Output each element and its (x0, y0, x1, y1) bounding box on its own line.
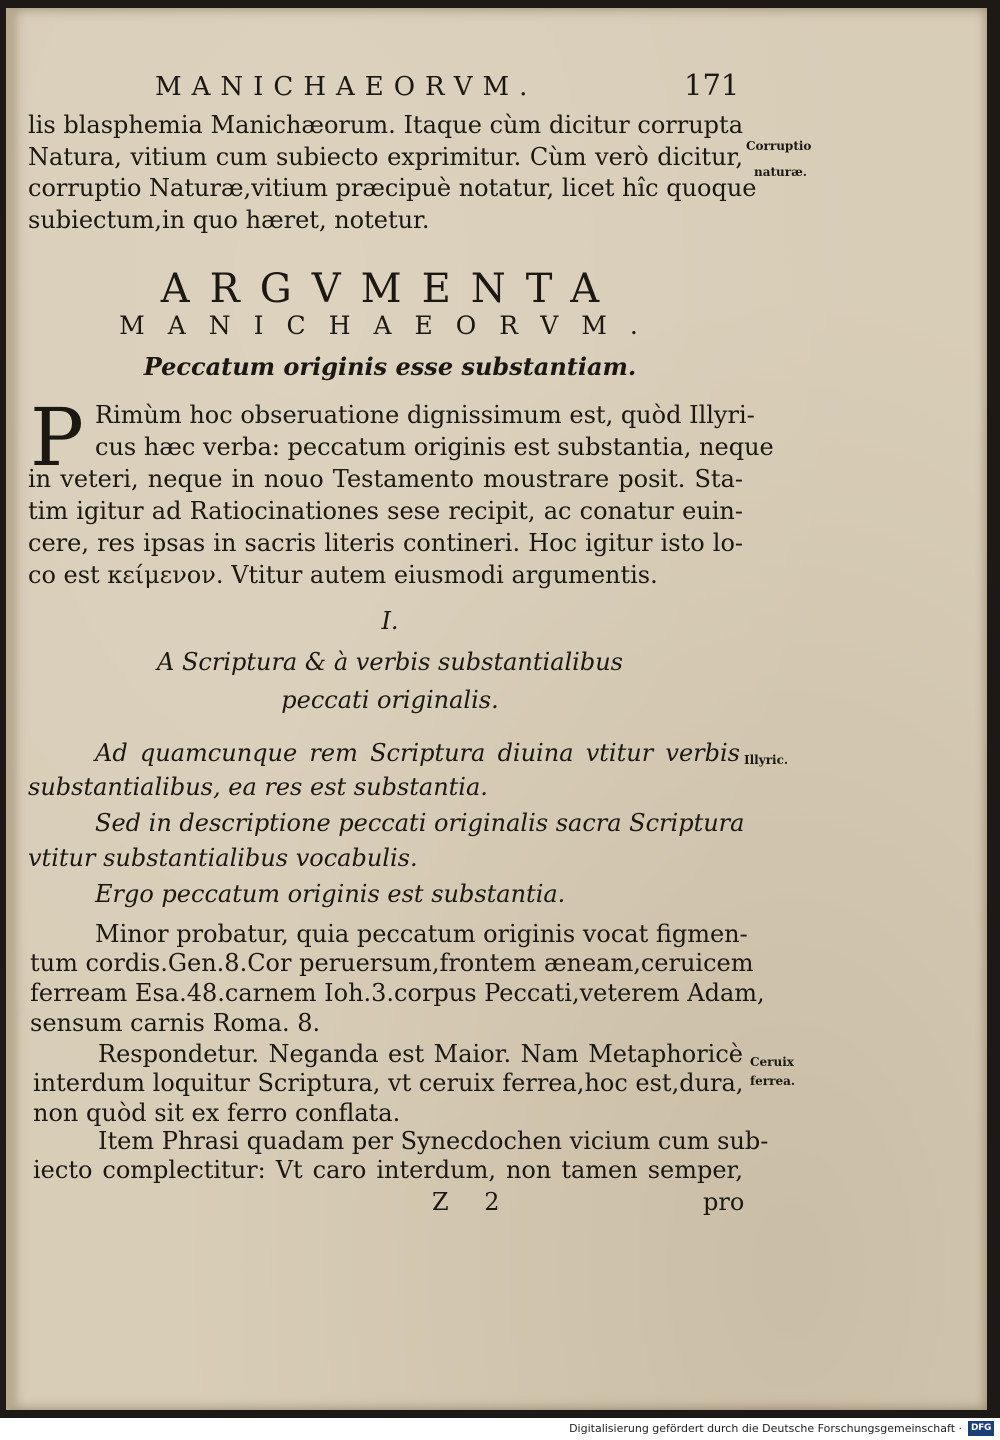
text-line: tim igitur ad Ratiocinationes sese recipit, ac conatur euin- (28, 497, 743, 525)
heading-manichaeorum: MANICHAEORVM. (119, 311, 661, 340)
signature-mark: Z 2 (432, 1188, 514, 1216)
syllogism-line: substantialibus, ea res est substantia. (28, 773, 488, 801)
text-line: in veteri, neque in nouo Testamento moustrare posit. Sta- (28, 465, 743, 493)
text-line: co est κείμενον. Vtitur autem eiusmodi argumentis. (28, 561, 658, 589)
text-line: interdum loquitur Scriptura, vt ceruix ferrea,hoc est,dura, (33, 1069, 744, 1097)
margin-note-ferrea: ferrea. (750, 1074, 796, 1088)
section-title-line: peccati originalis. (281, 686, 499, 714)
text-line: Item Phrasi quadam per Synecdochen vicium cum sub- (98, 1127, 769, 1155)
page-number: 171 (684, 68, 740, 102)
syllogism-line: Ergo peccatum originis est substantia. (95, 880, 566, 908)
syllogism-line: vtitur substantialibus vocabulis. (28, 844, 418, 872)
text-line: subiectum,in quo hæret, notetur. (28, 206, 430, 234)
text-line: cus hæc verba: peccatum originis est substantia, neque (95, 433, 774, 461)
heading-subtitle: Peccatum originis esse substantiam. (143, 352, 637, 381)
text-line: Minor probatur, quia peccatum originis vocat figmen- (95, 920, 748, 948)
catchword: pro (703, 1188, 745, 1216)
margin-note-corruptio: Corruptio (746, 139, 812, 153)
margin-note-naturae: naturæ. (754, 165, 807, 179)
margin-note-illyric: Illyric. (744, 753, 789, 767)
heading-argumenta: ARGVMENTA (160, 266, 620, 312)
text-line: iecto complectitur: Vt caro interdum, non tamen semper, (33, 1156, 743, 1184)
drop-cap: P (30, 391, 84, 484)
text-line: Rimùm hoc obseruatione dignissimum est, quòd Illyri- (95, 401, 755, 429)
text-line: cere, res ipsas in sacris literis contineri. Hoc igitur isto lo- (28, 529, 743, 557)
text-line: sensum carnis Roma. 8. (30, 1009, 321, 1037)
text-line: Natura, vitium cum subiecto exprimitur. Cùm verò dicitur, (28, 143, 743, 171)
dfg-logo: DFG (968, 1421, 994, 1436)
text-line: non quòd sit ex ferro conflata. (33, 1099, 401, 1127)
syllogism-line: Sed in descriptione peccati originalis sacra Scriptura (95, 809, 745, 837)
section-number: I. (381, 607, 399, 635)
syllogism-line: Ad quamcunque rem Scriptura diuina vtitur verbis (95, 739, 740, 767)
margin-note-ceruix: Ceruix (750, 1055, 794, 1069)
footer-credit: Digitalisierung gefördert durch die Deutsche Forschungsgemeinschaft · (569, 1422, 962, 1435)
text-line: lis blasphemia Manichæorum. Itaque cùm dicitur corrupta (28, 111, 743, 139)
text-line: tum cordis.Gen.8.Cor peruersum,frontem æneam,ceruicem (30, 949, 754, 977)
text-line: ferream Esa.48.carnem Ioh.3.corpus Peccati,veterem Adam, (30, 979, 765, 1007)
running-head: MANICHAEORVM. (155, 72, 538, 102)
text-line: Respondetur. Neganda est Maior. Nam Metaphoricè (98, 1040, 743, 1068)
section-title-line: A Scriptura & à verbis substantialibus (157, 648, 623, 676)
text-line: corruptio Naturæ,vitium præcipuè notatur, licet hîc quoque (28, 174, 757, 202)
